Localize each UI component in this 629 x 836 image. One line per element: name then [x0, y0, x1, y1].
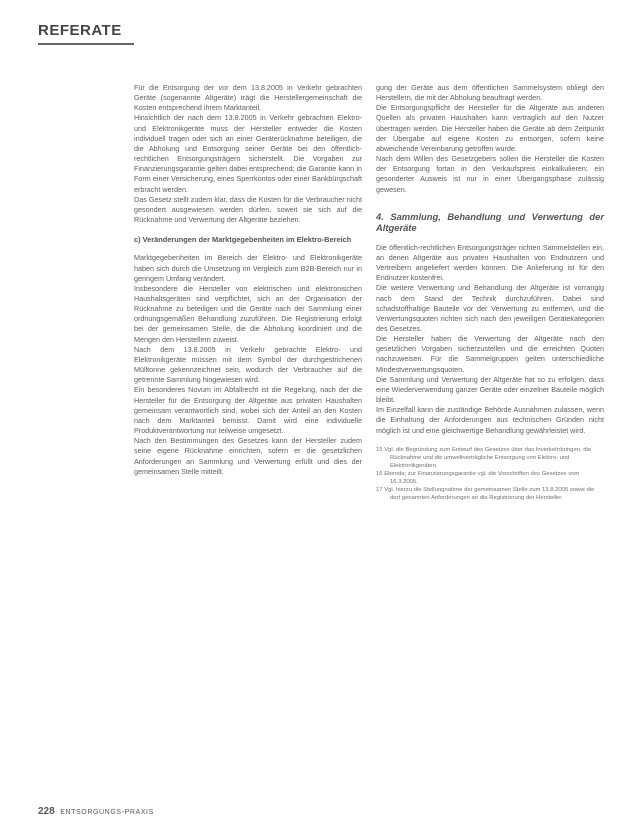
page-number: 228 — [38, 806, 55, 817]
paragraph: gung der Geräte aus dem öffentlichen Sammelsystem obliegt den Herstellern, die mit der Abholung beauftragt werden. — [376, 83, 604, 103]
magazine-name: ENTSORGUNGS-PRAXIS — [60, 809, 154, 816]
paragraph: Die Entsorgungspflicht der Hersteller für die Altgeräte aus anderen Quellen als privaten Haushalten kann vertraglich auf den Nutzer übertragen werden. Die Hersteller haben die Geräte ab dem Zeitpunkt der Übergabe auf eigene Kosten zu entsorgen, sofern keine abweichende Vereinbarung getroffen wurde. — [376, 103, 604, 153]
paragraph: Die weitere Verwertung und Behandlung der Altgeräte ist vorrangig nach dem Stand der Technik durchzuführen. Dabei sind schadstoffhaltige Bauteile vor der Verwertung zu entfernen, und die Verwertungsquoten richten sich nach den jeweiligen Gerätekategorien des Gesetzes. — [376, 283, 604, 333]
paragraph: Im Einzelfall kann die zuständige Behörde Ausnahmen zulassen, wenn die Einhaltung der Anforderungen aus technischen Gründen nicht möglich ist und eine gleichwertige Behandlung gewährleistet wird. — [376, 405, 604, 435]
footnote: 16 Ebenda; zur Finanzierungsgarantie vgl. die Vorschriften des Gesetzes vom 16.3.2005. — [376, 470, 580, 486]
paragraph: Die Hersteller haben die Verwertung der Altgeräte nach den gesetzlichen Vorgaben sicherzustellen und die erreichten Quoten nachzuweisen. Für die Sammelgruppen gelten unterschiedliche Mindestverwertungsquoten. — [376, 334, 604, 374]
page-footer — [38, 806, 154, 817]
footnote: 17 Vgl. hierzu die Stellungnahme der gemeinsamen Stelle zum 13.8.2005 sowie die dort genannten Anforderungen an die Registrierung der Hersteller. — [376, 487, 595, 502]
paragraph: Die öffentlich-rechtlichen Entsorgungsträger richten Sammelstellen ein, an denen Altgeräte aus privaten Haushalten von Endnutzern und Vertreibern angeliefert werden können. Die Anlieferung ist für den Endnutzer kostenfrei. — [376, 242, 604, 283]
section-title: REFERATE — [38, 22, 122, 39]
left-column — [134, 83, 362, 477]
paragraph: Marktgegebenheiten im Bereich der Elektro- und Elektronikgeräte haben sich durch die Umsetzung im Vergleich zum B2B-Bereich nur in geringem Umfang verändert. — [134, 253, 362, 283]
paragraph: Für die Entsorgung der vor dem 13.8.2005 in Verkehr gebrachten Geräte (sogenannte Altgeräte) trägt die Herstellergemeinschaft die Kosten entsprechend ihrem Marktanteil. — [134, 83, 362, 113]
paragraph: Nach dem 13.8.2005 in Verkehr gebrachte Elektro- und Elektronikgeräte müssen mit dem Symbol der durchgestrichenen Mülltonne gekennzeichnet sein, wodurch der Verbraucher auf die getrennte Sammlung hingewiesen wird. — [134, 344, 362, 385]
paragraph: Die Sammlung und Verwertung der Altgeräte hat so zu erfolgen, dass eine Wiederverwendung ganzer Geräte oder einzelner Bauteile möglich bleibt. — [376, 374, 604, 405]
paragraph: Nach dem Willen des Gesetzgebers sollen die Hersteller die Kosten der Entsorgung fortan in den Verkaufspreis einkalkulieren; ein gesonderter Ausweis ist nur in einer Übergangsphase zulässig gewesen. — [376, 154, 604, 194]
footnote: 15 Vgl. die Begründung zum Entwurf des Gesetzes über das Inverkehrbringen, die Rücknahme und die umweltverträgliche Entsorgung von Elektro- und Elektronikgeräten. — [376, 446, 592, 469]
paragraph: Ein besonderes Novum im Abfallrecht ist die Regelung, nach der die Hersteller für die Entsorgung der Altgeräte aus privaten Haushalten gemeinsam verantwortlich sind, wobei sich der Anteil an den Kosten nach dem Marktanteil bemisst. Damit wird eine individuelle Produktverantwortung nur teilweise umgesetzt. — [134, 385, 362, 436]
paragraph: Insbesondere die Hersteller von elektrischen und elektronischen Haushaltsgeräten sind verpflichtet, sich an der Organisation der Rücknahme zu beteiligen und die Geräte nach der Sammlung einer ordnungsgemäßen Behandlung zuzuführen. Die Registrierung erfolgt bei der gemeinsamen Stelle, die die Abholung koordiniert und die Mengen den Herstellern zuweist. — [134, 283, 362, 344]
right-column — [376, 83, 604, 502]
paragraph: Nach den Bestimmungen des Gesetzes kann der Hersteller zudem seine eigene Rücknahme einrichten, sofern er die gesetzlichen Anforderungen an Sammlung und Verwertung erfüllt und dies der gemeinsamen Stelle mitteilt. — [134, 436, 362, 476]
section-heading: 4. Sammlung, Behandlung und Verwertung der Altgeräte — [376, 210, 604, 233]
footnotes — [376, 446, 604, 503]
paragraph: Hinsichtlich der nach dem 13.8.2005 in Verkehr gebrachten Elektro- und Elektronikgeräte muss der Hersteller entweder die Kosten individuell tragen oder sich an einer Geräterücknahme beteiligen, die die Abholung und Entsorgung seiner Geräte bei den öffentlich-rechtlichen Entsorgungsträgern sicherstellt. Die Vorgaben zur Finanzierungsgarantie gelten dabei entsprechend; die Garantie kann in Form einer Versicherung, eines Sperrkontos oder einer Bankbürgschaft erbracht werden. — [134, 113, 362, 194]
paragraph: Das Gesetz stellt zudem klar, dass die Kosten für die Verbraucher nicht gesondert ausgewiesen werden dürfen, soweit sie sich auf die Rücknahme und Verwertung der Altgeräte beziehen. — [134, 194, 362, 225]
section-subheading: c) Veränderungen der Marktgegebenheiten im Elektro-Bereich — [134, 235, 352, 245]
